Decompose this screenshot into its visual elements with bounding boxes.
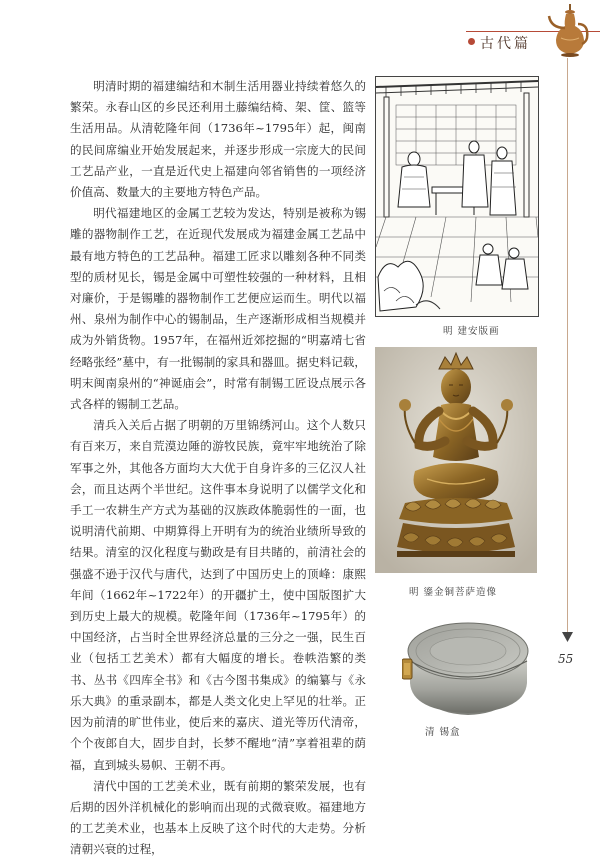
page-margin-rule xyxy=(567,58,568,636)
page-number: 55 xyxy=(558,652,574,666)
section-label: 古代篇 xyxy=(480,36,531,52)
woodblock-print-figure xyxy=(375,76,539,317)
chevron-down-icon xyxy=(562,632,573,642)
bodhisattva-statue-figure xyxy=(375,347,537,573)
article-body xyxy=(70,76,366,861)
paragraph: 明代福建地区的金属工艺较为发达，特别是被称为锡雕的器物制作工艺，在近现代发展成为福建金属工艺品中最有地方特色的工艺品种。福建工匠求以雕刻各种不同类型的质材见长，锡是金属中可塑性较强的一种材料，且相对廉价，于是锡雕的器物制作工艺便应运而生。明代以福州、泉州为制作中心的锡制品，生产逐渐形成相当规模并成为外销货物。1957年，在福州近郊挖掘的“明嘉靖七省经略张经”墓中，有一批锡制的家具和器皿。据史料记载，明末闽南泉州的“神诞庙会”，时常有制锡工匠设点展示各式各样的锡制工艺品。 xyxy=(70,206,366,412)
pewter-box-figure xyxy=(402,617,535,719)
figure-caption: 清 锡盒 xyxy=(425,727,461,738)
paragraph: 清代中国的工艺美术业，既有前期的繁荣发展，也有后期的因外洋机械化的影响而出现的式微衰败。福建地方的工艺美术业，也基本上反映了这个时代的大走势。分析清朝兴衰的过程， xyxy=(70,778,366,857)
figure-caption: 明 鎏金铜菩萨造像 xyxy=(409,587,498,598)
paragraph: 清兵入关后占据了明朝的万里锦绣河山。这个人数只有百来万，来自荒漠边陲的游牧民族，竟牢牢地统治了除军事之外，其他各方面均大大优于自身许多的三亿汉人社会，而且达两个半世纪。这件事本身说明了以儒学文化和手工一农耕生产方式为基础的汉族政体脆弱性的一面，也说明清代前期、中期算得上开明有为的统治业绩所导致的结果。清室的汉化程度与勤政是有目共睹的，前清社会的强盛不逊于汉代与唐代，达到了中国历史上的顶峰：康熙年间（1662年~1722年）的开疆扩土，使中国版图扩大到历史上最大的规模。乾隆年间（1736年~1795年）的中国经济，占当时全世界经济总量的三分之一强，民生百业（包括工艺美术）都有大幅度的增长。卷帙浩繁的类书、丛书《四库全书》和《古今图书集成》的编纂与《永乐大典》的重录副本，都是人类文化史上罕见的壮举。正因为前清的旷世伟业，使后来的嘉庆、道光等历代清帝，个个夜郎自大，固步自封，长梦不醒地“清”享着祖辈的荫福，直到城头易帜、王朝不再。 xyxy=(70,418,366,772)
header-dot-icon xyxy=(468,38,475,45)
paragraph: 明清时期的福建编结和木制生活用器业持续着悠久的繁荣。永春山区的乡民还利用土藤编结椅、架、筐、篮等生活用品。从清乾隆年间（1736年~1795年）起，闽南的民间席编业开始发展起来，并逐步形成一宗庞大的民间工艺品产业，一直是近代史上福建向邻省销售的一项经济价值高、数量大的主要地方特色产品。 xyxy=(70,79,366,200)
figure-caption: 明 建安版画 xyxy=(443,326,500,337)
pewter-box-icon xyxy=(402,617,535,719)
gilt-bronze-bodhisattva-statue-icon xyxy=(375,347,537,573)
woodblock-print-illustration-icon xyxy=(376,77,538,316)
ewer-icon xyxy=(547,2,593,58)
